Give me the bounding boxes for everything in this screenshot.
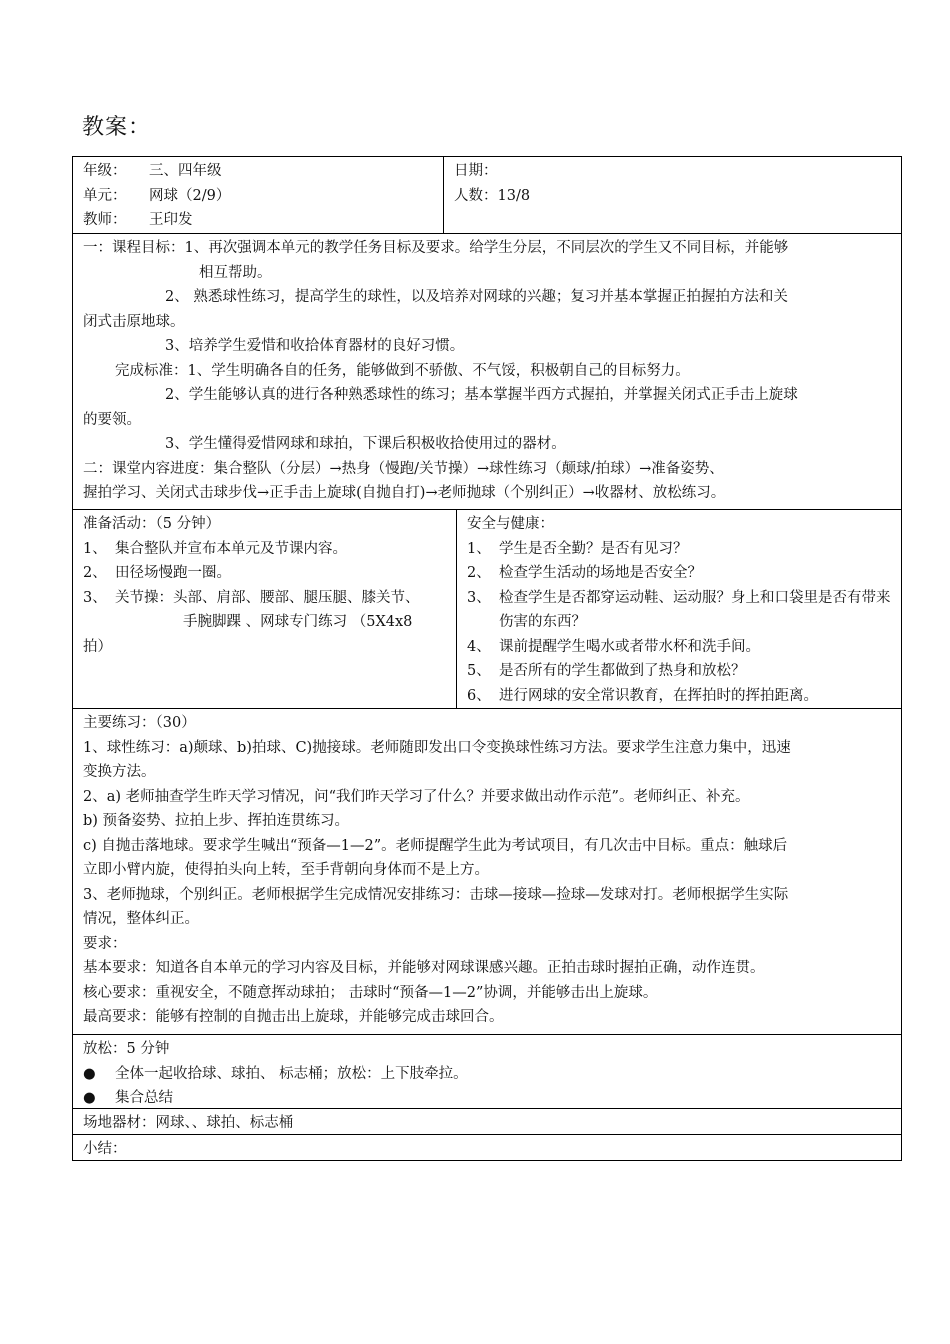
- core-requirement: 核心要求：重视安全，不随意挥动球拍； 击球时“预备—1—2”协调，并能够击出上旋球。: [83, 984, 658, 1001]
- teacher-value: 王印发: [149, 212, 193, 228]
- teacher-line: [83, 208, 435, 233]
- unit-label: 单元：: [83, 187, 127, 204]
- main-line: 情况，整体纠正。: [83, 911, 199, 927]
- standard-2-cont: 的要领。: [83, 411, 141, 428]
- header-row: [73, 157, 901, 233]
- objective-2: 2、 熟悉球性练习，提高学生的球性，以及培养对网球的兴趣；复习并基本掌握正拍握拍方法和关: [165, 289, 788, 305]
- lesson-plan-table: [72, 156, 902, 1161]
- objective-2-cont: 闭式击原地球。: [83, 313, 185, 330]
- page-title: 教案：: [82, 115, 152, 140]
- header-left: [73, 157, 443, 233]
- requirements-heading: 要求：: [83, 935, 127, 952]
- safety-item: 1、 学生是否全勤？是否有见习？: [467, 540, 688, 557]
- main-line: c) 自抛击落地球。要求学生喊出“预备—1—2”。老师提醒学生此为考试项目，有几次击中目标。重点：触球后: [83, 837, 788, 854]
- relax-item: ● 集合总结: [83, 1086, 893, 1111]
- prep-section: [73, 510, 456, 708]
- safety-title: 安全与健康：: [467, 516, 554, 532]
- summary-text: 小结：: [83, 1141, 127, 1157]
- standard-3: 3、学生懂得爱惜网球和球拍，下课后积极收拾使用过的器材。: [165, 436, 566, 452]
- main-line: 立即小臂内旋，使得拍头向上转，至手背朝向身体而不是上方。: [83, 862, 489, 878]
- safety-item: 4、 课前提醒学生喝水或者带水杯和洗手间。: [467, 638, 760, 655]
- date-label: 日期：: [454, 163, 498, 179]
- unit-line: [83, 184, 435, 209]
- unit-value: 网球（2/9）: [149, 187, 231, 204]
- relax-title: 放松：5 分钟: [83, 1041, 170, 1057]
- grade-label: 年级：: [83, 163, 127, 179]
- main-line: 3、老师抛球，个别纠正。老师根据学生完成情况安排练习：击球—接球—捡球—发球对打。老师根据学生实际: [83, 886, 789, 903]
- safety-item: 2、 检查学生活动的场地是否安全？: [467, 565, 702, 581]
- objective-1: 一：课程目标：1、再次强调本单元的教学任务目标及要求。给学生分层，不同层次的学生又不同目标，并能够: [83, 240, 789, 256]
- objective-3: 3、培养学生爱惜和收拾体育器材的良好习惯。: [165, 338, 465, 354]
- safety-item: 3、 检查学生是否都穿运动鞋、运动服？身上和口袋里是否有带来伤害的东西？: [467, 589, 891, 630]
- grade-value: 三、四年级: [149, 163, 222, 179]
- objective-1-cont: 相互帮助。: [199, 264, 272, 281]
- header-right: [443, 157, 901, 233]
- count-line: [454, 184, 893, 209]
- safety-item: 5、 是否所有的学生都做到了热身和放松？: [467, 663, 746, 679]
- prep-item: 2、 田径场慢跑一圈。: [83, 565, 231, 581]
- equipment-section: [73, 1108, 901, 1134]
- main-practice-section: [73, 708, 901, 1034]
- count-label: 人数：: [454, 187, 498, 204]
- prep-item-cont: 拍）: [83, 638, 112, 655]
- main-title: 主要练习：（30）: [83, 715, 196, 731]
- relax-item: ● 全体一起收拾球、球拍、 标志桶；放松：上下肢牵拉。: [83, 1062, 893, 1087]
- prep-item: 1、 集合整队并宣布本单元及节课内容。: [83, 540, 347, 557]
- bullet-icon: ●: [83, 1065, 96, 1082]
- top-requirement: 最高要求：能够有控制的自抛击出上旋球，并能够完成击球回合。: [83, 1009, 504, 1025]
- prep-title: 准备活动：（5 分钟）: [83, 516, 221, 532]
- progress-2: 握拍学习、关闭式击球步伐→正手击上旋球(自抛自打)→老师抛球（个别纠正）→收器材、放松练习。: [83, 485, 726, 501]
- relax-section: [73, 1034, 901, 1108]
- main-line: b) 预备姿势、拉拍上步、挥拍连贯练习。: [83, 813, 350, 829]
- main-line: 2、a) 老师抽查学生昨天学习情况，问“我们昨天学习了什么？并要求做出动作示范”。老师纠正、补充。: [83, 788, 750, 805]
- safety-item: 6、 进行网球的安全常识教育，在挥拍时的挥拍距离。: [467, 687, 818, 704]
- prep-item-cont: 手腕脚踝 、网球专门练习 （5X4x8: [183, 614, 413, 630]
- safety-section: [456, 510, 901, 708]
- summary-section: [73, 1134, 901, 1160]
- progress-1: 二：课堂内容进度：集合整队（分层）→热身（慢跑/关节操）→球性练习（颠球/拍球）→准备姿势、: [83, 460, 724, 477]
- count-value: 13/8: [497, 187, 531, 204]
- grade-line: [83, 159, 435, 184]
- main-line: 变换方法。: [83, 764, 156, 780]
- prep-safety-row: [73, 509, 901, 708]
- basic-requirement: 基本要求：知道各自本单元的学习内容及目标，并能够对网球课感兴趣。正拍击球时握拍正确，动作连贯。: [83, 960, 765, 976]
- main-line: 1、球性练习：a)颠球、b)拍球、C)抛接球。老师随即发出口令变换球性练习方法。要求学生注意力集中，迅速: [83, 739, 791, 756]
- standard-2: 2、学生能够认真的进行各种熟悉球性的练习；基本掌握半西方式握拍，并掌握关闭式正手击上旋球: [165, 387, 798, 403]
- bullet-icon: ●: [83, 1090, 96, 1106]
- standard-1: 完成标准：1、学生明确各自的任务，能够做到不骄傲、不气馁，积极朝自己的目标努力。: [115, 362, 690, 379]
- prep-item: 3、 关节操：头部、肩部、腰部、腿压腿、膝关节、: [83, 589, 420, 606]
- teacher-label: 教师：: [83, 212, 127, 228]
- equipment-text: 场地器材：网球、、球拍、标志桶: [83, 1115, 294, 1131]
- objectives-section: [73, 233, 901, 509]
